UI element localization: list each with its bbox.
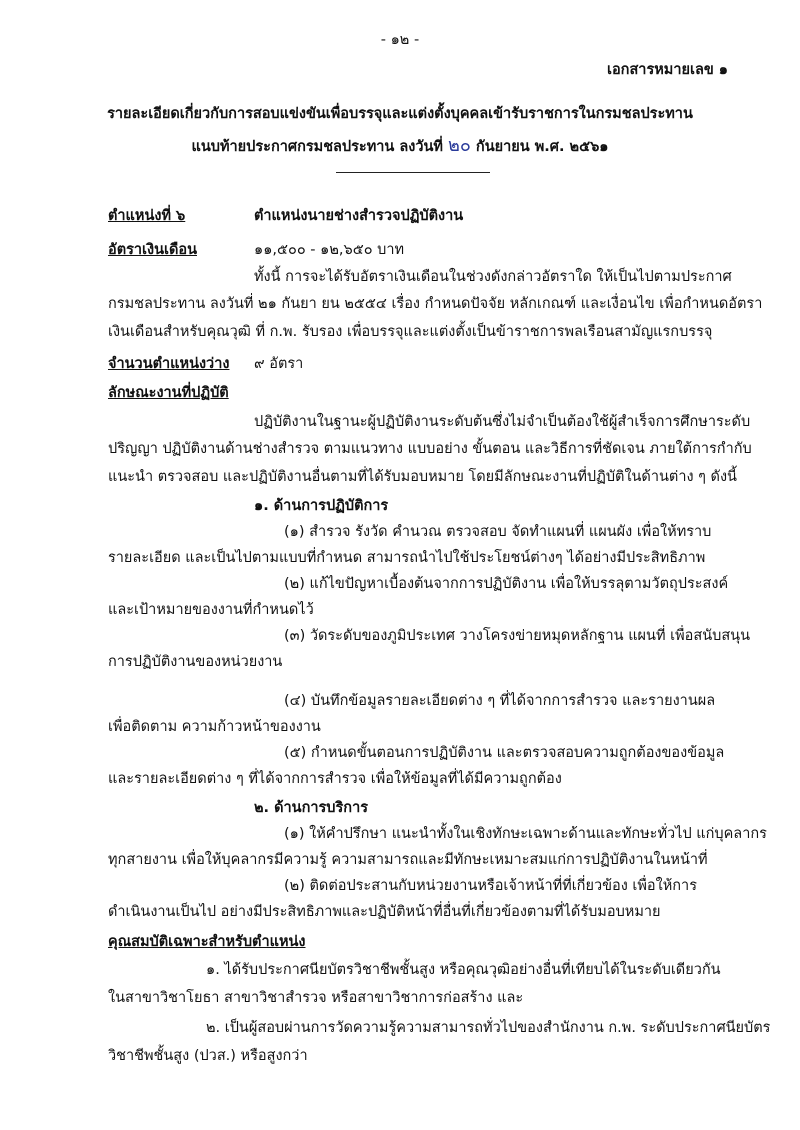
operations-item: (๕) กำหนดขั้นตอนการปฏิบัติงาน และตรวจสอบความถูกต้องของข้อมูล <box>284 745 725 761</box>
operations-item: (๑) สำรวจ รังวัด คำนวณ ตรวจสอบ จัดทำแผนที่ แผนผัง เพื่อให้ทราบ <box>284 524 712 540</box>
title-suffix: กันยายน พ.ศ. ๒๕๖๑ <box>475 139 609 155</box>
service-item-cont: ทุกสายงาน เพื่อให้บุคลากรมีความรู้ ความสามารถและมีทักษะเหมาะสมแก่การปฏิบัติงานในหน้าที่ <box>108 852 708 868</box>
service-heading: ๒. ด้านการบริการ <box>254 800 368 816</box>
operations-item-cont: และรายละเอียดต่าง ๆ ที่ได้จากการสำรวจ เพื่อให้ข้อมูลที่ได้มีความถูกต้อง <box>108 771 562 787</box>
salary-note-line: ทั้งนี้ การจะได้รับอัตราเงินเดือนในช่วงดังกล่าวอัตราใด ให้เป็นไปตามประกาศ <box>254 269 732 285</box>
title-line-2 <box>0 130 800 159</box>
handwritten-day: ๒๐ <box>448 135 471 156</box>
page-number: - ๑๒ - <box>380 32 420 48</box>
qualification-item-cont: วิชาชีพชั้นสูง (ปวส.) หรือสูงกว่า <box>108 1048 308 1064</box>
title-line-1: รายละเอียดเกี่ยวกับการสอบแข่งขันเพื่อบรรจุและแต่งตั้งบุคคลเข้ารับราชการในกรมชลประทาน <box>107 106 693 122</box>
position-title: ตำแหน่งนายช่างสำรวจปฏิบัติงาน <box>254 208 464 224</box>
operations-item-cont: รายละเอียด และเป็นไปตามแบบที่กำหนด สามารถนำไปใช้ประโยชน์ต่างๆ ได้อย่างมีประสิทธิภาพ <box>108 550 706 566</box>
operations-item: (๒) แก้ไขปัญหาเบื้องต้นจากการปฏิบัติงาน เพื่อให้บรรลุตามวัตถุประสงค์ <box>284 576 729 592</box>
vacancy-label: จำนวนตำแหน่งว่าง <box>108 356 230 372</box>
operations-item-cont: เพื่อติดตาม ความก้าวหน้าของงาน <box>108 719 321 735</box>
duties-intro-line: แนะนำ ตรวจสอบ และปฏิบัติงานอื่นตามที่ได้รับมอบหมาย โดยมีลักษณะงานที่ปฏิบัติในด้านต่าง ๆ ดังนี้ <box>108 469 737 485</box>
operations-item-cont: และเป้าหมายของงานที่กำหนดไว้ <box>108 602 314 618</box>
duties-intro-line: ปฏิบัติงานในฐานะผู้ปฏิบัติงานระดับต้นซึ่งไม่จำเป็นต้องใช้ผู้สำเร็จการศึกษาระดับ <box>254 414 751 430</box>
operations-heading: ๑. ด้านการปฏิบัติการ <box>254 498 389 514</box>
duties-intro-line: ปริญญา ปฏิบัติงานด้านช่างสำรวจ ตามแนวทาง แบบอย่าง ขั้นตอน และวิธีการที่ชัดเจน ภายใต้การกำกับ <box>108 441 752 457</box>
position-label: ตำแหน่งที่ ๖ <box>108 208 186 224</box>
duties-heading: ลักษณะงานที่ปฏิบัติ <box>108 385 229 401</box>
operations-item: (๓) วัดระดับของภูมิประเทศ วางโครงข่ายหมุดหลักฐาน แผนที่ เพื่อสนับสนุน <box>284 628 750 644</box>
title-prefix: แนบท้ายประกาศกรมชลประทาน ลงวันที่ <box>191 139 443 155</box>
salary-label: อัตราเงินเดือน <box>108 242 197 258</box>
qualification-item: ๒. เป็นผู้สอบผ่านการวัดความรู้ความสามารถทั่วไปของสำนักงาน ก.พ. ระดับประกาศนียบัตร <box>206 1020 771 1036</box>
title-divider <box>336 172 490 173</box>
qualifications-heading: คุณสมบัติเฉพาะสำหรับตำแหน่ง <box>108 934 306 950</box>
qualification-item-cont: ในสาขาวิชาโยธา สาขาวิชาสำรวจ หรือสาขาวิชาการก่อสร้าง และ <box>108 990 524 1006</box>
service-item-cont: ดำเนินงานเป็นไป อย่างมีประสิทธิภาพและปฏิบัติหน้าที่อื่นที่เกี่ยวข้องตามที่ได้รับมอบหมาย <box>108 904 661 920</box>
service-item: (๒) ติดต่อประสานกับหน่วยงานหรือเจ้าหน้าที่ที่เกี่ยวข้อง เพื่อให้การ <box>284 878 697 894</box>
vacancy-count: ๙ อัตรา <box>254 356 304 372</box>
document-reference: เอกสารหมายเลข ๑ <box>607 62 728 78</box>
service-item: (๑) ให้คำปรึกษา แนะนำทั้งในเชิงทักษะเฉพาะด้านและทักษะทั่วไป แก่บุคลากร <box>284 826 767 842</box>
qualification-item: ๑. ได้รับประกาศนียบัตรวิชาชีพชั้นสูง หรือคุณวุฒิอย่างอื่นที่เทียบได้ในระดับเดียวกัน <box>206 962 721 978</box>
salary-note-line: เงินเดือนสำหรับคุณวุฒิ ที่ ก.พ. รับรอง เพื่อบรรจุและแต่งตั้งเป็นข้าราชการพลเรือนสามัญแรกบรรจุ <box>108 324 713 340</box>
salary-range: ๑๑,๕๐๐ - ๑๒,๖๕๐ บาท <box>254 242 405 258</box>
operations-item-cont: การปฏิบัติงานของหน่วยงาน <box>108 654 283 670</box>
operations-item: (๔) บันทึกข้อมูลรายละเอียดต่าง ๆ ที่ได้จากการสำรวจ และรายงานผล <box>284 693 716 709</box>
salary-note-line: กรมชลประทาน ลงวันที่ ๒๑ กันยา ยน ๒๕๕๔ เรื่อง กำหนดปัจจัย หลักเกณฑ์ และเงื่อนไข เพื่อกำหนดอัตรา <box>108 296 763 312</box>
